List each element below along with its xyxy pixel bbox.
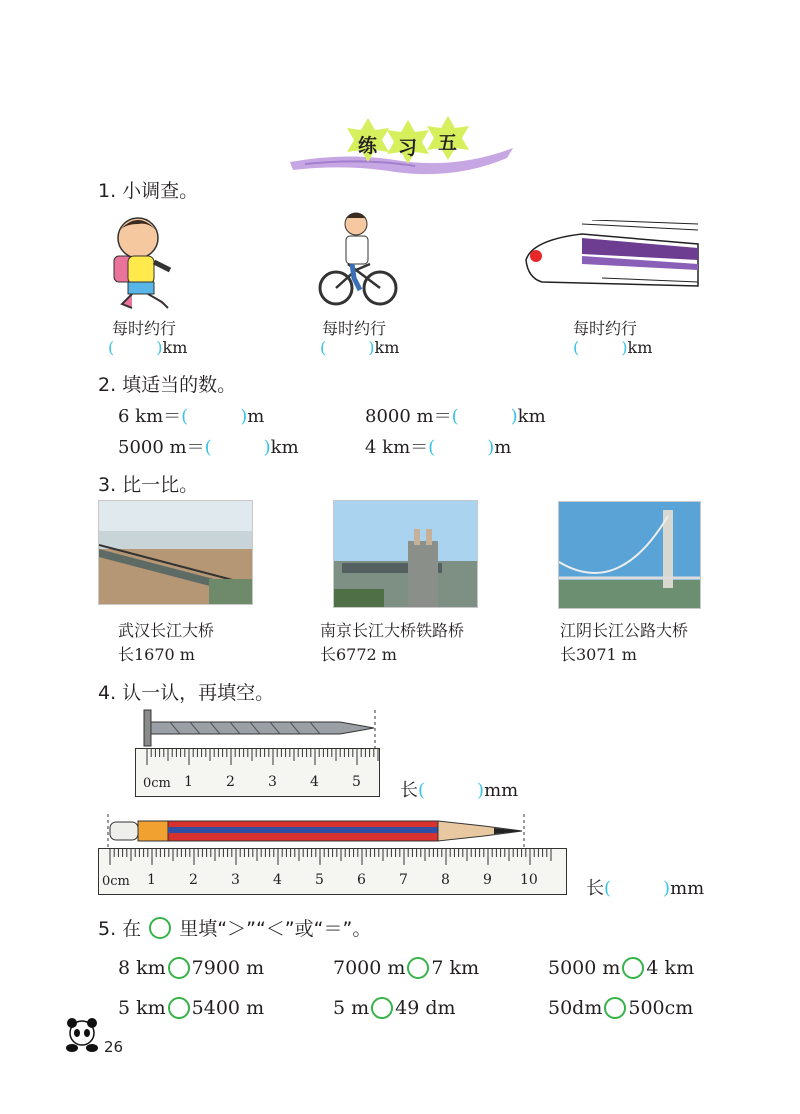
- compare-circle[interactable]: [371, 997, 393, 1019]
- ruler-2-zero: 0cm: [102, 874, 130, 889]
- q2-left: 8000 m＝: [365, 406, 452, 427]
- q5-right: 5400 m: [191, 997, 265, 1019]
- q5-left: 7000 m: [333, 957, 406, 979]
- ruler-2-tick-label: 7: [399, 872, 408, 888]
- bullet-train-illustration: [522, 220, 702, 292]
- q2-left: 6 km＝: [118, 406, 182, 427]
- cyclist-illustration: [318, 208, 398, 312]
- q2-unit: km: [517, 406, 546, 427]
- q1-answer: [573, 338, 652, 357]
- paren-open: (: [320, 338, 327, 357]
- q2-row: [118, 402, 264, 428]
- header-char: 五: [438, 132, 458, 154]
- q1-answer: [320, 338, 399, 357]
- wuhan-bridge-photo: [98, 500, 253, 605]
- q5-right: 4 km: [646, 957, 695, 979]
- walking-boy-illustration: [108, 212, 178, 312]
- unit: mm: [484, 780, 519, 801]
- bridge-length: 长1670 m: [118, 645, 195, 664]
- paren-close: ): [663, 878, 671, 899]
- question-3-title: 3. 比一比。: [98, 474, 199, 496]
- unit: km: [627, 338, 653, 357]
- ruler-1-tick-label: 5: [352, 774, 361, 790]
- paren-close: ): [510, 406, 518, 427]
- ruler-2: [98, 848, 572, 896]
- q2-left: 5000 m＝: [118, 437, 205, 458]
- ruler-2-tick-label: 9: [483, 872, 492, 888]
- compare-circle[interactable]: [407, 957, 429, 979]
- compare-circle[interactable]: [168, 957, 190, 979]
- q4-answer-2: [586, 874, 704, 900]
- paren-open: (: [604, 878, 612, 899]
- q5-left: 8 km: [118, 957, 166, 979]
- q5-item: [548, 996, 693, 1019]
- ruler-2-tick-label: 6: [357, 872, 366, 888]
- nanjing-bridge-photo: [333, 500, 478, 608]
- compare-circle[interactable]: [622, 957, 644, 979]
- q4-answer-1: [400, 776, 518, 802]
- q5-right: 7900 m: [191, 957, 265, 979]
- unit: km: [162, 338, 188, 357]
- q5-left: 5 m: [333, 997, 370, 1019]
- ruler-1-tick-label: 2: [226, 774, 235, 790]
- paren-open: (: [573, 338, 580, 357]
- ruler-2-tick-label: 2: [189, 872, 198, 888]
- question-2-title: 2. 填适当的数。: [98, 374, 237, 396]
- q5-left: 50dm: [548, 997, 603, 1019]
- paren-close: ): [477, 780, 485, 801]
- q5-title-end: 里填“＞”“＜”或“＝”。: [179, 918, 372, 940]
- unit: km: [374, 338, 400, 357]
- q1-answer: [108, 338, 187, 357]
- page-number: 26: [104, 1038, 124, 1056]
- header-char: 练: [358, 135, 378, 157]
- q2-row: [365, 402, 546, 428]
- paren-close: ): [621, 338, 628, 357]
- ruler-2-body: [98, 848, 572, 896]
- paren-open: (: [451, 406, 459, 427]
- q5-item: [333, 996, 456, 1019]
- circle-icon: [149, 917, 171, 939]
- q1-caption: 每时约行: [112, 319, 177, 338]
- q5-right: 500cm: [628, 997, 694, 1019]
- q5-title-start: 5. 在: [98, 918, 142, 940]
- q5-right: 7 km: [431, 957, 480, 979]
- paren-close: ): [263, 437, 271, 458]
- question-4-title: 4. 认一认，再填空。: [98, 682, 275, 704]
- paren-open: (: [181, 406, 189, 427]
- bridge-name: 南京长江大桥铁路桥: [320, 621, 465, 640]
- q5-left: 5 km: [118, 997, 166, 1019]
- answer-prefix: 长: [586, 878, 604, 899]
- bridge-name: 江阴长江公路大桥: [560, 621, 689, 640]
- bridge-name: 武汉长江大桥: [118, 621, 215, 640]
- ruler-1-tick-label: 4: [310, 774, 319, 790]
- q2-unit: m: [247, 406, 265, 427]
- header-char: 习: [398, 137, 418, 159]
- bridge-length: 长6772 m: [320, 645, 397, 664]
- ruler-1-zero: 0cm: [143, 776, 171, 791]
- q5-item: [548, 956, 694, 979]
- pencil-illustration: [104, 814, 534, 848]
- q1-caption: 每时约行: [322, 319, 387, 338]
- ruler-1-tick-label: 3: [268, 774, 277, 790]
- ruler-1: [135, 748, 385, 798]
- paren-close: ): [487, 437, 495, 458]
- ruler-1-body: [135, 748, 385, 798]
- answer-prefix: 长: [400, 780, 418, 801]
- ruler-1-tick-label: 1: [184, 774, 193, 790]
- paren-open: (: [204, 437, 212, 458]
- compare-circle[interactable]: [168, 997, 190, 1019]
- panda-icon: [64, 1016, 100, 1054]
- q2-row: [118, 433, 299, 459]
- paren-close: ): [368, 338, 375, 357]
- q5-item: [333, 956, 479, 979]
- q2-unit: km: [270, 437, 299, 458]
- paren-close: ): [156, 338, 163, 357]
- q5-item: [118, 956, 264, 979]
- paren-close: ): [240, 406, 248, 427]
- ruler-2-tick-label: 4: [273, 872, 282, 888]
- nail-illustration: [140, 706, 385, 750]
- question-5-title: [98, 914, 371, 941]
- ruler-2-tick-label: 1: [147, 872, 156, 888]
- q2-row: [365, 433, 511, 459]
- ruler-2-tick-label: 3: [231, 872, 240, 888]
- q1-caption: 每时约行: [573, 319, 638, 338]
- paren-open: (: [418, 780, 426, 801]
- section-header: [285, 112, 520, 182]
- compare-circle[interactable]: [604, 997, 626, 1019]
- unit: mm: [670, 878, 705, 899]
- paren-open: (: [428, 437, 436, 458]
- ruler-2-tick-label: 8: [441, 872, 450, 888]
- q2-unit: m: [494, 437, 512, 458]
- q2-left: 4 km＝: [365, 437, 429, 458]
- question-1-title: 1. 小调查。: [98, 180, 199, 202]
- q5-item: [118, 996, 264, 1019]
- q5-right: 49 dm: [395, 997, 456, 1019]
- ruler-2-tick-label: 5: [315, 872, 324, 888]
- ruler-2-tick-label: 10: [520, 872, 538, 888]
- bridge-length: 长3071 m: [560, 645, 637, 664]
- q5-left: 5000 m: [548, 957, 621, 979]
- jiangyin-bridge-photo: [558, 501, 701, 609]
- paren-open: (: [108, 338, 115, 357]
